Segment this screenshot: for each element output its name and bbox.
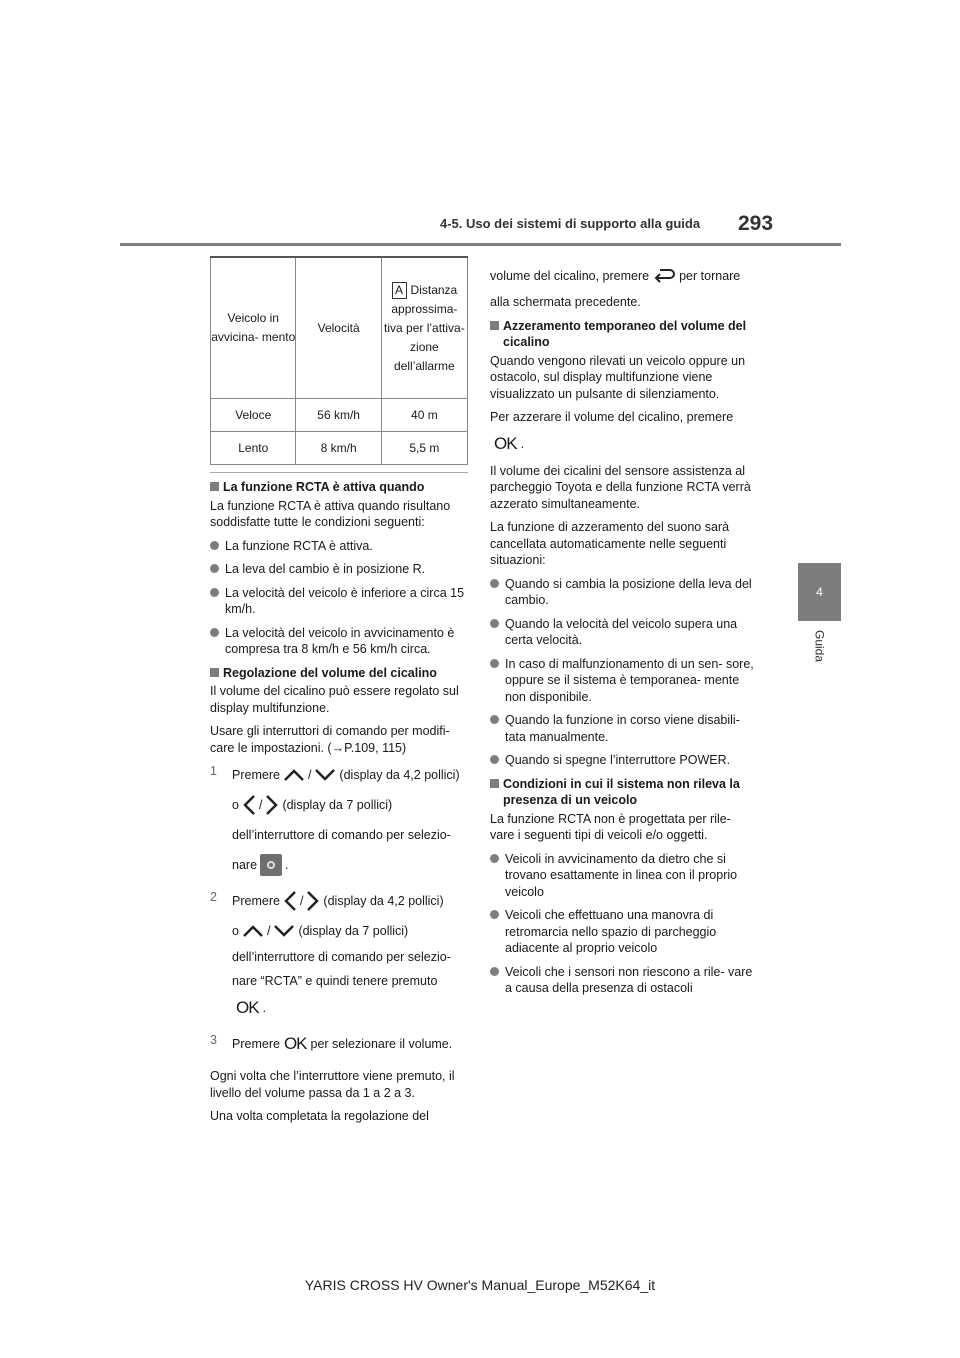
table-cell: Veloce bbox=[211, 399, 296, 432]
paragraph: alla schermata precedente. bbox=[490, 295, 641, 309]
table-header-vehicle: Veicolo in avvicina- mento bbox=[211, 257, 296, 399]
list-item: La funzione RCTA è attiva. bbox=[210, 538, 468, 555]
gear-icon bbox=[260, 854, 282, 876]
list-item: La velocità del veicolo è inferiore a circa 15 km/h. bbox=[210, 585, 468, 618]
paragraph: Ogni volta che l’interruttore viene premuto, il livello del volume passa da 1 a 2 a 3. bbox=[210, 1069, 455, 1100]
square-bullet-icon bbox=[210, 482, 219, 491]
section-heading: Condizioni in cui il sistema non rileva la presenza di un veicolo bbox=[490, 776, 755, 809]
bullet-icon bbox=[490, 619, 499, 628]
table-header-speed: Velocità bbox=[296, 257, 381, 399]
section-heading: La funzione RCTA è attiva quando bbox=[210, 479, 468, 496]
step-number: 1 bbox=[210, 764, 217, 778]
paragraph: La funzione RCTA è attiva quando risultano soddisfatte tutte le condizioni seguenti: bbox=[210, 498, 451, 529]
step-2: 2 Premere / (display da 4,2 pollici) o / (display da 7 pollici) dell’interruttore di comando per selezio- nare “RCTA” e quindi tenere premuto OK . bbox=[210, 889, 468, 1026]
list-item: Quando si cambia la posizione della leva del cambio. bbox=[490, 576, 755, 609]
paragraph: Quando vengono rilevati un veicolo oppure un ostacolo, sul display multifunzione viene visualizzato un pulsante di silenziamento. bbox=[490, 353, 746, 401]
table-cell: 8 km/h bbox=[296, 432, 381, 465]
table-cell: Lento bbox=[211, 432, 296, 465]
bullet-icon bbox=[210, 588, 219, 597]
chevron-up-icon bbox=[283, 768, 305, 782]
table-cell: 5,5 m bbox=[381, 432, 467, 465]
ok-icon: OK bbox=[494, 434, 517, 454]
header-rule bbox=[120, 243, 841, 246]
paragraph: Usare gli interruttori di comando per modifi- care le impostazioni. (→P.109, 115) bbox=[210, 724, 450, 755]
paragraph: Una volta completata la regolazione del bbox=[210, 1109, 429, 1123]
left-column bbox=[210, 472, 468, 1132]
bullet-icon bbox=[490, 715, 499, 724]
bullet-icon bbox=[490, 854, 499, 863]
list-item: La leva del cambio è in posizione R. bbox=[210, 561, 468, 578]
footer-text: YARIS CROSS HV Owner's Manual_Europe_M52K64_it bbox=[304, 1277, 656, 1293]
paragraph: volume del cicalino, premere per tornare bbox=[490, 268, 741, 283]
chevron-left-icon bbox=[283, 890, 297, 912]
paragraph: La funzione di azzeramento del suono sarà cancellata automaticamente nelle seguenti situazioni: bbox=[490, 520, 730, 567]
label-a-tag: A bbox=[392, 282, 407, 299]
chevron-down-icon bbox=[273, 924, 295, 938]
chevron-up-icon bbox=[242, 924, 264, 938]
bullet-icon bbox=[490, 659, 499, 668]
list-item: Veicoli che effettuano una manovra di retromarcia nello spazio di parcheggio adiacente al proprio veicolo bbox=[490, 907, 755, 957]
table-header-distance-text: Distanza approssima- tiva per l’attiva- zione dell’allarme bbox=[384, 282, 465, 373]
chapter-label: Guida bbox=[812, 630, 827, 663]
list-item: Quando la velocità del veicolo supera una certa velocità. bbox=[490, 616, 755, 649]
bullet-icon bbox=[490, 967, 499, 976]
table-row bbox=[211, 399, 468, 432]
paragraph: Per azzerare il volume del cicalino, premere bbox=[490, 410, 734, 424]
bullet-icon bbox=[490, 910, 499, 919]
step-1: 1 Premere / (display da 4,2 pollici) o / (display da 7 pollici) dell’interruttore di comando per selezio- nare . bbox=[210, 763, 468, 883]
step-number: 3 bbox=[210, 1033, 217, 1047]
bullet-icon bbox=[490, 755, 499, 764]
bullet-icon bbox=[490, 579, 499, 588]
step-3: 3 Premere OK per selezionare il volume. bbox=[210, 1032, 468, 1062]
square-bullet-icon bbox=[490, 779, 499, 788]
list-item: La velocità del veicolo in avvicinamento è compresa tra 8 km/h e 56 km/h circa. bbox=[210, 625, 468, 658]
ok-icon: OK bbox=[283, 1033, 307, 1053]
table-header-distance bbox=[381, 257, 467, 399]
chevron-left-icon bbox=[242, 794, 256, 816]
paragraph: Il volume del cicalino può essere regolato sul display multifunzione. bbox=[210, 684, 459, 715]
chevron-down-icon bbox=[314, 768, 336, 782]
list-item: In caso di malfunzionamento di un sen- sore, oppure se il sistema è temporanea- mente non disponibile. bbox=[490, 656, 755, 706]
section-heading: Regolazione del volume del cicalino bbox=[210, 665, 468, 682]
table-cell: 40 m bbox=[381, 399, 467, 432]
chevron-right-icon bbox=[265, 794, 279, 816]
table-cell: 56 km/h bbox=[296, 399, 381, 432]
chevron-right-icon bbox=[306, 890, 320, 912]
list-item: Veicoli in avvicinamento da dietro che si trovano esattamente in linea con il proprio veicolo bbox=[490, 851, 755, 901]
section-title: 4-5. Uso dei sistemi di supporto alla guida bbox=[440, 216, 701, 231]
bullet-icon bbox=[210, 541, 219, 550]
bullet-icon bbox=[210, 628, 219, 637]
right-column bbox=[490, 264, 755, 1004]
bullet-icon bbox=[210, 564, 219, 573]
list-item: Quando si spegne l’interruttore POWER. bbox=[490, 752, 755, 769]
ok-icon: OK bbox=[236, 997, 259, 1017]
step-number: 2 bbox=[210, 890, 217, 904]
paragraph: La funzione RCTA non è progettata per rile- vare i seguenti tipi di veicoli e/o oggetti. bbox=[490, 811, 731, 842]
section-heading: Azzeramento temporaneo del volume del cicalino bbox=[490, 318, 755, 351]
table-row bbox=[211, 432, 468, 465]
list-item: Quando la funzione in corso viene disabili- tata manualmente. bbox=[490, 712, 755, 745]
square-bullet-icon bbox=[490, 321, 499, 330]
paragraph: Il volume dei cicalini del sensore assistenza al parcheggio Toyota e della funzione RCTA verrà azzerato simultaneamente. bbox=[490, 463, 751, 511]
section-divider bbox=[210, 472, 468, 473]
square-bullet-icon bbox=[210, 668, 219, 677]
activation-distance-table bbox=[210, 256, 468, 465]
list-item: Veicoli che i sensori non riescono a rile- vare a causa della presenza di ostacoli bbox=[490, 964, 755, 997]
back-arrow-icon bbox=[652, 268, 676, 284]
paragraph: OK . bbox=[494, 434, 525, 454]
page-number: 293 bbox=[738, 212, 774, 235]
chapter-tab: 4 bbox=[798, 563, 841, 621]
